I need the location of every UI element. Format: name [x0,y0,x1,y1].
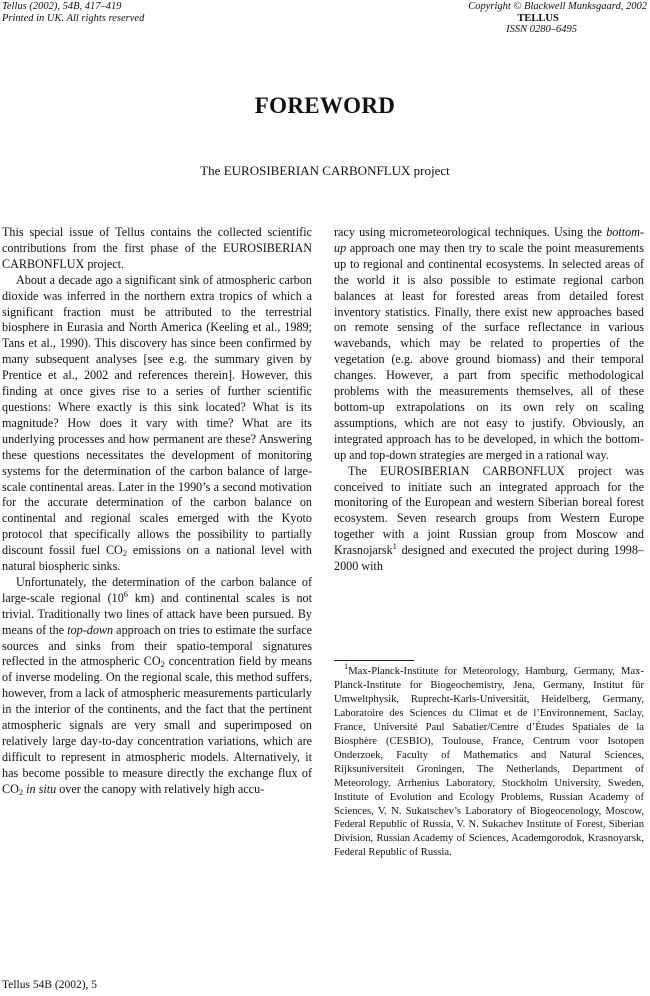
paragraph-text: over the canopy with relatively high accu- [56,781,265,796]
paragraph-text: About a decade ago a significant sink of atmospheric carbon dioxide was inferred in the northern extra tropics of which a significant fraction must be attributed to the terrestrial biosphere in Eurasia and North America (Keeling et al., 1989; Tans et al., 1990). This discovery has since been confirmed by many subsequent analyses [see e.g. the summary given by Prentice et al., 2002 and references therein]. However, this finding at once gives rise to a series of further scientific questions: Where exactly is this sink located? What is its magnitude? How does it vary with time? What are its underlying processes and how permanent are these? Answering these questions necessitates the development of monitoring systems for the determination of the carbon balance of large-scale continental areas. Later in the 1990’s a second motivation for the accurate determination of the carbon balance on continental and regional scales emerged with the Kyoto protocol that specifically allows the possibility to partially discount fossil fuel CO [2,272,312,558]
superscript: 6 [123,588,129,599]
header-citation-block [2,1,144,24]
header-copyright: Copyright © Blackwell Munksgaard, 2002 [468,1,647,12]
left-column [2,225,312,798]
right-column [334,225,644,575]
footnote-text [334,661,644,860]
emphasis: bottom-up [334,225,644,255]
paragraph [334,225,644,464]
footnote-body: Max-Planck-Institute for Meteorology, Hamburg, Germany, Max-Planck-Institute for Biogeochemistry, Jena, Germany, Institut für Umweltphysik, Ruprecht-Karls-Universität, Heidelberg, Germany, Laboratoire des Sciences du Climat et de l’Environnement, Saclay, France, Université Paul Sabatier/Centre d’Études Spatiales de la Biosphère (CESBIO), Toulouse, France, Centrum voor Isotopen Onderzoek, Faculty of Mathematics and Natural Sciences, Rijksuniversiteit Groningen, The Netherlands, Department of Meteorology, Arrhenius Laboratory, Stockholm University, Sweden, Institute of Evolution and Ecology Problems, Russian Academy of Sciences, V. N. Sukatschev’s Laboratory of Biogeocenology, Moscow, Federal Republic of Russia, V. N. Sukachev Institute of Forest, Siberian Division, Russian Academy of Sciences, Academgorodok, Krasnoyarsk, Federal Republic of Russia. [334,666,644,859]
paragraph-text: racy using micrometeorological techniques. Using the [334,225,607,239]
footnote-number: 1 [344,661,349,671]
footnote [334,661,644,860]
paragraph [2,575,312,798]
page-footer: Tellus 54B (2002), 5 [2,979,98,991]
footnote-mark: 1 [392,541,397,552]
paragraph-text: approach on tries to estimate the surface sources and sinks from their spatio-temporal signatures reflected in the atmospheric CO [2,622,312,669]
page-title: FOREWORD [254,93,396,118]
paragraph-text: Unfortunately, the determination of the carbon balance of large-scale regional (10 [2,574,312,605]
subscript: 2 [18,786,24,797]
paragraph-text: The EUROSIBERIAN CARBONFLUX project was conceived to initiate such an integrated approach for the monitoring of the European and western Siberian boreal forest ecosystem. Seven research groups from Western Europe together with a joint Russian group from Moscow and Krasnojarsk [334,463,644,558]
header-citation: Tellus (2002), 54B, 417–419 [2,1,122,12]
paragraph-text: concentration field by means of inverse modeling. On the regional scale, this method suffers, however, from a lack of atmospheric measurements particularly in the interior of the continents, and the fact that the pertinent atmospheric signals are very small and superimposed on relatively large day-to-day concentration variations, which are difficult to represent in atmospheric models. Alternatively, it has become possible to measure directly the exchange flux of CO [2,654,312,796]
header-printed: Printed in UK. All rights reserved [2,12,145,24]
paragraph [334,464,644,575]
subscript: 2 [160,659,165,670]
subscript: 2 [122,548,128,559]
paragraph-text: This special issue of Tellus contains the collected scientific contributions from the first phase of the EUROSIBERIAN CARBONFLUX project. [2,225,312,271]
page-subtitle: The EUROSIBERIAN CARBONFLUX project [200,163,450,178]
emphasis: in situ [23,781,57,796]
header-journal-name: TELLUS [517,12,559,24]
emphasis: top-down [67,622,114,637]
header-journal-block [468,1,647,36]
paragraph [2,225,312,273]
paragraph-text: approach one may then try to scale the point measurements up to regional and continental ecosystems. In selected areas of the world it is also possible to estimate regional carbon balances at least for forested areas from detailed forest inventory statistics. Finally, there exist new approaches based on remote sensing of the surface reflectance in various wavebands, which may be related to properties of the vegetation (e.g. above ground biomass) and their temporal changes. However, a part from specific methodological problems with the measurements themselves, all of these bottom-up extrapolations on its own rely on scaling assumptions, which are not easy to justify. Obviously, an integrated approach has to be developed, in which the bottom-up and top-down strategies are merged in a rational way. [334,240,644,462]
paragraph-text: emissions on a national level with natural biospheric sinks. [2,543,313,574]
paragraph-text: designed and executed the project during 1998–2000 with [334,543,644,574]
header-issn: ISSN 0280–6495 [506,24,578,35]
paragraph [2,273,312,575]
paragraph-text: km) and continental scales is not trivial. Traditionally two lines of attack have been pursued. By means of the [2,590,312,637]
